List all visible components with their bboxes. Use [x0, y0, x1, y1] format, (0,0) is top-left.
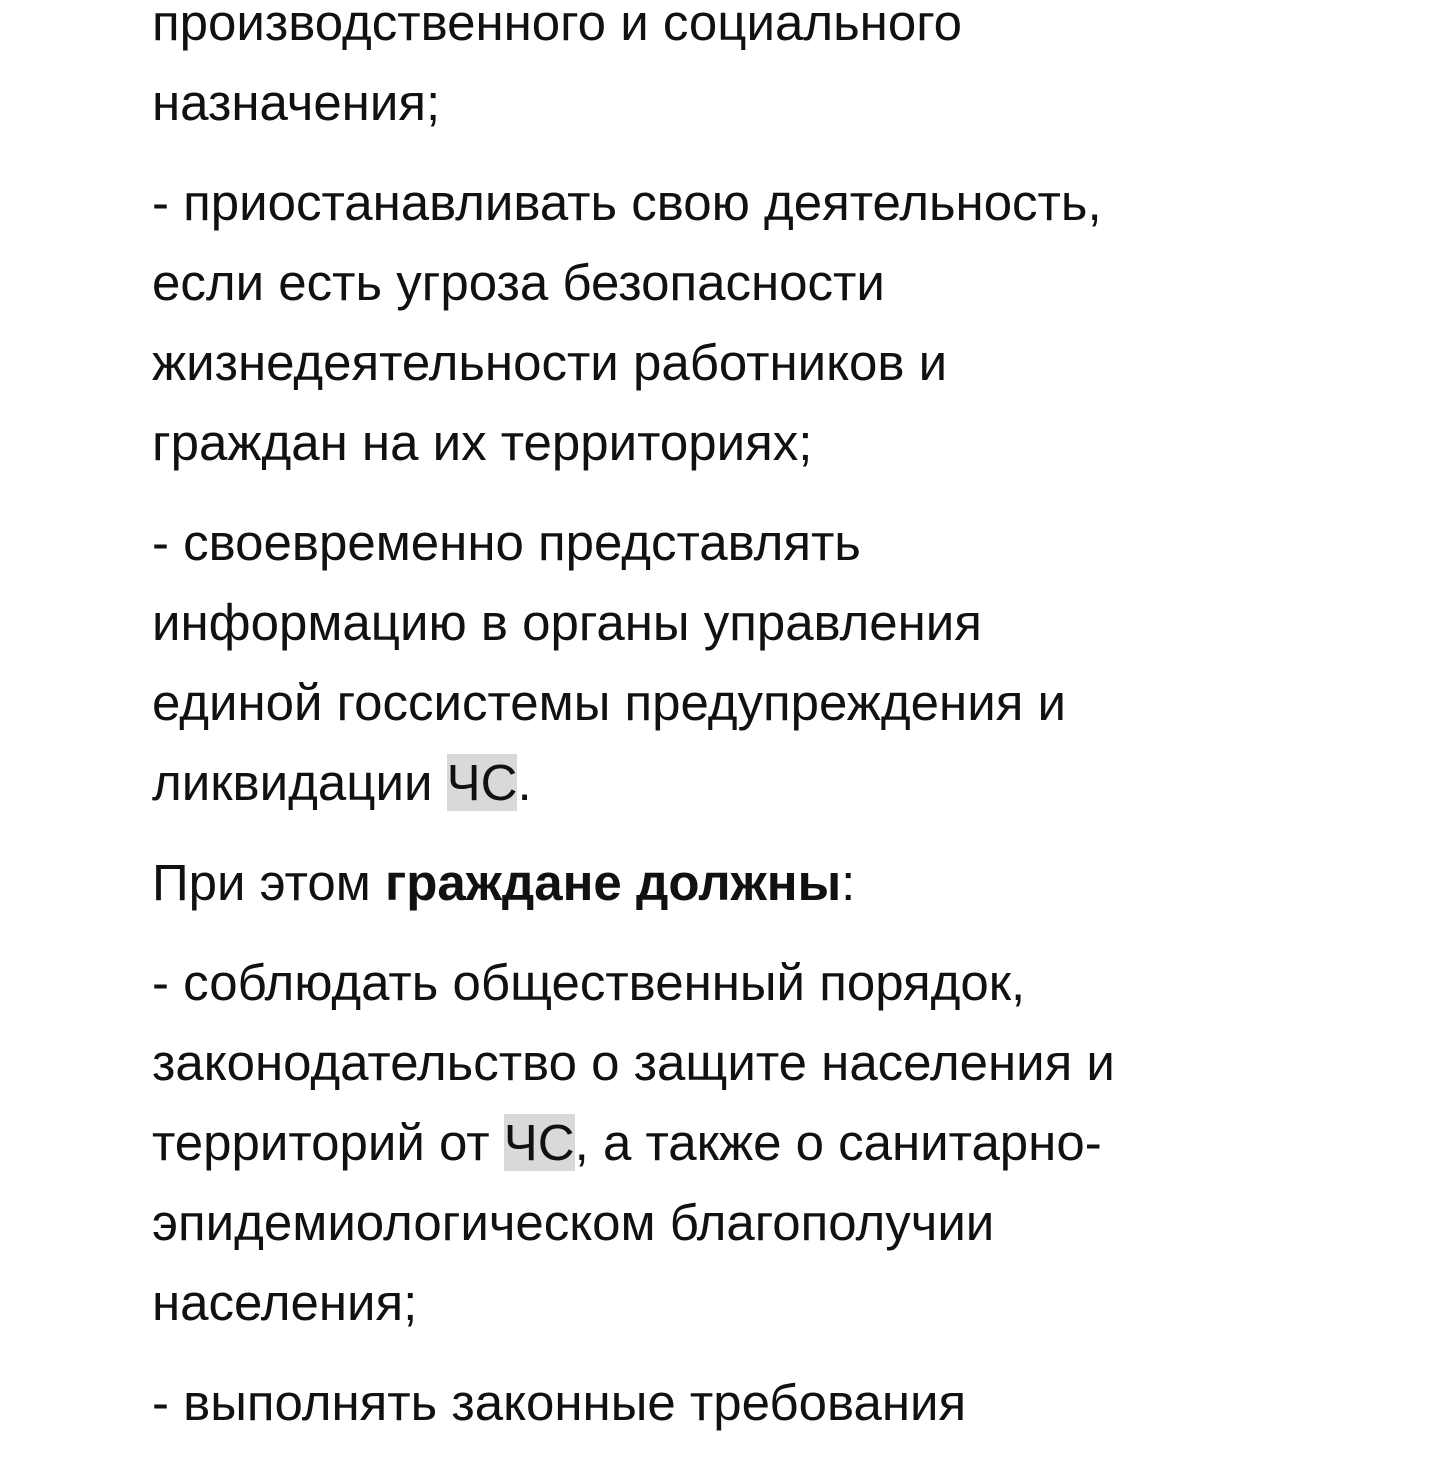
text-line: эпидемиологическом благополучии — [152, 1194, 995, 1251]
text-line — [152, 1103, 1272, 1183]
text-line: - приостанавливать свою деятельность, — [152, 174, 1102, 231]
paragraph — [152, 843, 1272, 923]
text-line: производственного и социального — [152, 0, 963, 51]
text-fragment: , а также о санитарно- — [574, 1114, 1102, 1171]
text-line: граждан на их территориях; — [152, 414, 813, 471]
text-fragment: При этом — [152, 854, 385, 911]
paragraph — [152, 943, 1272, 1343]
paragraph — [152, 503, 1272, 823]
text-line: жизнедеятельности работников и — [152, 334, 948, 391]
text-line: - выполнять законные требования — [152, 1374, 967, 1431]
text-line: законодательство о защите населения и — [152, 1034, 1115, 1091]
highlighted-abbreviation: ЧС — [446, 754, 518, 811]
paragraph — [152, 1363, 1272, 1443]
text-line: - соблюдать общественный порядок, — [152, 954, 1026, 1011]
paragraph — [152, 0, 1272, 143]
text-line: населения; — [152, 1274, 418, 1331]
text-line: единой госсистемы предупреждения и — [152, 674, 1066, 731]
text-fragment: территорий от — [152, 1114, 504, 1171]
text-line: если есть угроза безопасности — [152, 254, 885, 311]
text-line — [152, 743, 1272, 823]
text-fragment: : — [841, 854, 856, 911]
text-line: - своевременно представлять — [152, 514, 861, 571]
bold-phrase: граждане должны — [384, 854, 842, 911]
text-line: информацию в органы управления — [152, 594, 982, 651]
text-line — [152, 843, 1272, 923]
text-line: назначения; — [152, 74, 441, 131]
text-fragment: . — [517, 754, 532, 811]
document-body — [152, 0, 1272, 1463]
paragraph — [152, 163, 1272, 483]
highlighted-abbreviation: ЧС — [503, 1114, 575, 1171]
text-fragment: ликвидации — [152, 754, 447, 811]
